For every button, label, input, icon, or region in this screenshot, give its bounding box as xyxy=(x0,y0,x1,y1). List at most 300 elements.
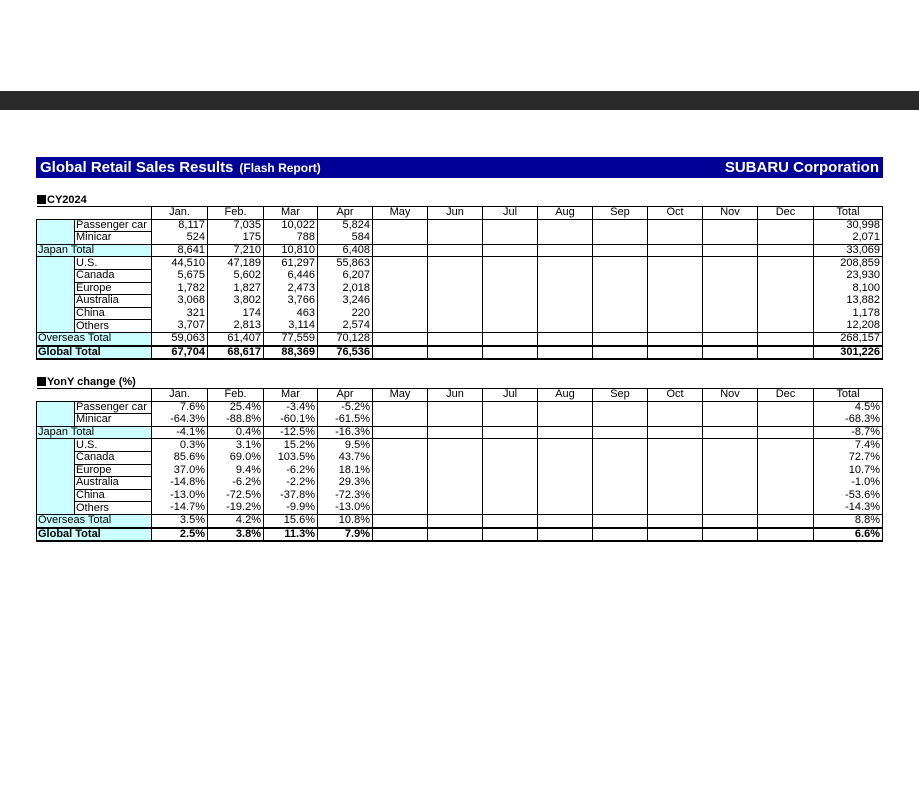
table-cell: 3,246 xyxy=(318,295,373,308)
table-cell xyxy=(703,282,758,295)
table-cell xyxy=(703,295,758,308)
table-cell xyxy=(538,414,593,427)
table-cell xyxy=(648,426,703,439)
table-cell: 8,117 xyxy=(152,219,208,232)
table-cell: 2,473 xyxy=(264,282,318,295)
table-cell xyxy=(758,401,814,414)
table-cell xyxy=(758,477,814,490)
table-cell xyxy=(758,269,814,282)
table-cell: 301,226 xyxy=(814,346,883,360)
column-header: Dec xyxy=(758,389,814,402)
table-cell xyxy=(428,451,483,464)
table-cell: 3,766 xyxy=(264,295,318,308)
table-cell xyxy=(373,528,428,542)
table-cell xyxy=(648,307,703,320)
sales-table xyxy=(36,206,883,360)
row-label: Canada xyxy=(75,269,152,282)
table-cell xyxy=(648,346,703,360)
column-header: Feb. xyxy=(208,389,264,402)
table-cell xyxy=(703,244,758,257)
table-cell: -1.0% xyxy=(814,477,883,490)
table-cell xyxy=(648,502,703,515)
column-header: Mar xyxy=(264,389,318,402)
table-cell xyxy=(703,269,758,282)
table-cell xyxy=(648,269,703,282)
table-row xyxy=(37,332,883,345)
table-cell xyxy=(648,528,703,542)
table-cell xyxy=(483,477,538,490)
table-cell: -5.2% xyxy=(318,401,373,414)
table-cell xyxy=(538,219,593,232)
table-cell xyxy=(648,439,703,452)
table-cell: 44,510 xyxy=(152,257,208,270)
table-cell xyxy=(538,346,593,360)
table-cell xyxy=(483,320,538,333)
table-cell: -2.2% xyxy=(264,477,318,490)
table-cell xyxy=(593,307,648,320)
top-dark-bar xyxy=(0,91,919,110)
table-cell xyxy=(758,528,814,542)
table-cell xyxy=(428,346,483,360)
row-label: Japan Total xyxy=(37,244,152,257)
table-cell: 174 xyxy=(208,307,264,320)
column-header: Mar xyxy=(264,207,318,220)
table-cell xyxy=(703,257,758,270)
table-cell: 7.4% xyxy=(814,439,883,452)
table-cell xyxy=(538,401,593,414)
table-cell xyxy=(593,514,648,527)
table-cell: 788 xyxy=(264,232,318,245)
row-label: Others xyxy=(75,502,152,515)
table-cell xyxy=(483,528,538,542)
table-cell xyxy=(648,464,703,477)
table-cell: 175 xyxy=(208,232,264,245)
table-cell xyxy=(373,514,428,527)
table-cell xyxy=(758,282,814,295)
company-name: SUBARU Corporation xyxy=(724,159,879,176)
table-row xyxy=(37,502,883,515)
table-row xyxy=(37,244,883,257)
table-cell: -72.3% xyxy=(318,489,373,502)
table-cell xyxy=(428,489,483,502)
table-cell xyxy=(428,332,483,345)
table-cell: 9.4% xyxy=(208,464,264,477)
table-cell: 37.0% xyxy=(152,464,208,477)
table-cell xyxy=(483,269,538,282)
table-cell xyxy=(703,346,758,360)
table-cell xyxy=(538,502,593,515)
report-banner xyxy=(36,157,883,178)
table-cell: 33,069 xyxy=(814,244,883,257)
table-cell xyxy=(593,219,648,232)
report-title-text: Global Retail Sales Results xyxy=(40,159,234,176)
table-cell: 220 xyxy=(318,307,373,320)
table-cell xyxy=(758,244,814,257)
table-cell xyxy=(593,451,648,464)
table-cell xyxy=(758,257,814,270)
yoy-section-title xyxy=(37,376,136,388)
header-row xyxy=(37,207,883,220)
table-cell: -13.0% xyxy=(318,502,373,515)
table-cell: 85.6% xyxy=(152,451,208,464)
table-cell: 3.8% xyxy=(208,528,264,542)
table-cell: 13,882 xyxy=(814,295,883,308)
table-cell xyxy=(593,346,648,360)
table-row xyxy=(37,257,883,270)
table-cell: -3.4% xyxy=(264,401,318,414)
table-cell xyxy=(538,332,593,345)
table-cell xyxy=(483,307,538,320)
table-cell xyxy=(593,477,648,490)
table-cell: 76,536 xyxy=(318,346,373,360)
table-cell xyxy=(483,332,538,345)
table-cell xyxy=(648,332,703,345)
header-corner xyxy=(37,389,152,402)
table-cell xyxy=(538,426,593,439)
table-cell xyxy=(703,502,758,515)
table-cell xyxy=(703,332,758,345)
table-cell xyxy=(593,464,648,477)
column-header: Oct xyxy=(648,207,703,220)
table-cell xyxy=(703,219,758,232)
table-cell xyxy=(593,489,648,502)
table-cell: 2,018 xyxy=(318,282,373,295)
table-cell xyxy=(703,307,758,320)
sales-section-title-text: CY2024 xyxy=(47,194,87,206)
table-cell: 3,802 xyxy=(208,295,264,308)
table-row xyxy=(37,219,883,232)
table-cell: 77,559 xyxy=(264,332,318,345)
table-cell: 8.8% xyxy=(814,514,883,527)
header-row xyxy=(37,389,883,402)
table-cell: 6,207 xyxy=(318,269,373,282)
table-cell xyxy=(483,489,538,502)
table-cell xyxy=(758,489,814,502)
table-cell xyxy=(373,219,428,232)
table-cell xyxy=(703,528,758,542)
table-cell xyxy=(538,307,593,320)
column-header: Feb. xyxy=(208,207,264,220)
table-cell xyxy=(483,439,538,452)
table-cell xyxy=(373,401,428,414)
yoy-section-title-text: YonY change (%) xyxy=(47,376,136,388)
table-cell: 2.5% xyxy=(152,528,208,542)
table-cell: 3,707 xyxy=(152,320,208,333)
table-cell xyxy=(428,464,483,477)
table-cell: 103.5% xyxy=(264,451,318,464)
table-cell xyxy=(373,451,428,464)
table-cell xyxy=(483,514,538,527)
row-label: Global Total xyxy=(37,346,152,360)
table-cell: 4.2% xyxy=(208,514,264,527)
row-label: Canada xyxy=(75,451,152,464)
table-cell xyxy=(373,332,428,345)
table-cell: -14.3% xyxy=(814,502,883,515)
table-cell: 67,704 xyxy=(152,346,208,360)
table-cell xyxy=(648,489,703,502)
table-cell xyxy=(703,464,758,477)
table-cell: 88,369 xyxy=(264,346,318,360)
table-cell xyxy=(373,295,428,308)
row-label: Overseas Total xyxy=(37,514,152,527)
table-cell: 2,071 xyxy=(814,232,883,245)
table-cell xyxy=(758,346,814,360)
table-cell xyxy=(373,320,428,333)
table-cell: -61.5% xyxy=(318,414,373,427)
table-cell: 1,827 xyxy=(208,282,264,295)
table-cell xyxy=(483,426,538,439)
table-cell: 524 xyxy=(152,232,208,245)
table-cell: 268,157 xyxy=(814,332,883,345)
table-cell: 1,782 xyxy=(152,282,208,295)
table-cell xyxy=(703,320,758,333)
table-cell: 18.1% xyxy=(318,464,373,477)
table-cell xyxy=(428,244,483,257)
table-cell xyxy=(538,269,593,282)
table-cell: 43.7% xyxy=(318,451,373,464)
table-cell: -37.8% xyxy=(264,489,318,502)
table-cell: 6,408 xyxy=(318,244,373,257)
table-cell: 12,208 xyxy=(814,320,883,333)
table-cell xyxy=(538,477,593,490)
table-cell xyxy=(538,489,593,502)
square-bullet-icon xyxy=(37,377,46,386)
table-cell xyxy=(373,502,428,515)
table-cell: -6.2% xyxy=(264,464,318,477)
column-header: Aug xyxy=(538,207,593,220)
table-cell: 7,035 xyxy=(208,219,264,232)
row-label: China xyxy=(75,489,152,502)
sales-section-title xyxy=(37,194,87,206)
table-row xyxy=(37,295,883,308)
table-cell xyxy=(373,244,428,257)
table-cell xyxy=(648,257,703,270)
table-row xyxy=(37,477,883,490)
table-cell: 10,022 xyxy=(264,219,318,232)
table-cell xyxy=(593,269,648,282)
table-cell: 4.5% xyxy=(814,401,883,414)
table-cell: 29.3% xyxy=(318,477,373,490)
table-cell: -9.9% xyxy=(264,502,318,515)
table-cell: 321 xyxy=(152,307,208,320)
table-cell: 2,813 xyxy=(208,320,264,333)
table-cell: -8.7% xyxy=(814,426,883,439)
table-cell: 0.3% xyxy=(152,439,208,452)
table-cell xyxy=(703,451,758,464)
table-cell: 15.6% xyxy=(264,514,318,527)
table-cell: -14.8% xyxy=(152,477,208,490)
table-cell xyxy=(648,232,703,245)
table-cell xyxy=(428,502,483,515)
table-cell xyxy=(538,244,593,257)
table-cell xyxy=(758,219,814,232)
table-cell xyxy=(593,320,648,333)
table-cell xyxy=(373,282,428,295)
column-header: Jan. xyxy=(152,389,208,402)
column-header: Jul xyxy=(483,389,538,402)
table-cell: 10,810 xyxy=(264,244,318,257)
table-cell xyxy=(648,514,703,527)
column-header: Sep xyxy=(593,207,648,220)
table-cell xyxy=(373,489,428,502)
table-cell xyxy=(428,257,483,270)
table-cell xyxy=(428,219,483,232)
table-cell: 3.5% xyxy=(152,514,208,527)
table-cell: 7,210 xyxy=(208,244,264,257)
row-label: Australia xyxy=(75,295,152,308)
table-cell: 584 xyxy=(318,232,373,245)
row-label: Europe xyxy=(75,282,152,295)
table-cell xyxy=(758,232,814,245)
table-cell xyxy=(428,401,483,414)
table-cell xyxy=(648,477,703,490)
table-cell xyxy=(648,320,703,333)
table-cell: 6,446 xyxy=(264,269,318,282)
table-cell: 69.0% xyxy=(208,451,264,464)
table-cell: 30,998 xyxy=(814,219,883,232)
table-cell xyxy=(428,439,483,452)
column-header: Sep xyxy=(593,389,648,402)
table-cell xyxy=(758,414,814,427)
table-cell: 25.4% xyxy=(208,401,264,414)
row-label: Others xyxy=(75,320,152,333)
table-cell xyxy=(538,451,593,464)
table-cell: -53.6% xyxy=(814,489,883,502)
table-cell xyxy=(593,414,648,427)
table-cell: 8,641 xyxy=(152,244,208,257)
table-cell: 72.7% xyxy=(814,451,883,464)
table-cell xyxy=(758,320,814,333)
table-cell xyxy=(593,232,648,245)
table-cell: 47,189 xyxy=(208,257,264,270)
table-cell: 3,114 xyxy=(264,320,318,333)
table-cell: 463 xyxy=(264,307,318,320)
column-header: Jan. xyxy=(152,207,208,220)
table-cell: 68,617 xyxy=(208,346,264,360)
table-cell: -13.0% xyxy=(152,489,208,502)
table-row xyxy=(37,439,883,452)
table-cell xyxy=(483,257,538,270)
table-cell: -12.5% xyxy=(264,426,318,439)
region-group-shade xyxy=(37,219,75,244)
table-cell: -6.2% xyxy=(208,477,264,490)
table-row xyxy=(37,528,883,542)
row-label: Overseas Total xyxy=(37,332,152,345)
table-cell xyxy=(703,489,758,502)
row-label: Japan Total xyxy=(37,426,152,439)
table-cell xyxy=(593,439,648,452)
table-cell xyxy=(703,414,758,427)
table-cell: 7.6% xyxy=(152,401,208,414)
table-cell xyxy=(428,477,483,490)
table-cell xyxy=(373,414,428,427)
table-cell xyxy=(373,232,428,245)
table-cell: 2,574 xyxy=(318,320,373,333)
table-row xyxy=(37,451,883,464)
table-cell xyxy=(428,426,483,439)
table-cell xyxy=(428,269,483,282)
table-cell xyxy=(483,451,538,464)
report-subtitle: (Flash Report) xyxy=(239,161,321,175)
table-cell: 11.3% xyxy=(264,528,318,542)
table-row xyxy=(37,426,883,439)
table-row xyxy=(37,414,883,427)
table-cell xyxy=(483,295,538,308)
table-cell xyxy=(373,269,428,282)
row-label: Minicar xyxy=(75,232,152,245)
table-cell xyxy=(593,528,648,542)
table-cell xyxy=(593,244,648,257)
region-group-shade xyxy=(37,257,75,333)
table-cell xyxy=(648,451,703,464)
table-cell: 61,407 xyxy=(208,332,264,345)
table-cell xyxy=(538,257,593,270)
table-cell: 8,100 xyxy=(814,282,883,295)
column-header: Apr xyxy=(318,389,373,402)
table-cell: 70,128 xyxy=(318,332,373,345)
table-cell xyxy=(373,257,428,270)
table-cell xyxy=(428,528,483,542)
table-cell xyxy=(648,414,703,427)
table-cell: 59,063 xyxy=(152,332,208,345)
table-cell: -19.2% xyxy=(208,502,264,515)
table-cell xyxy=(538,232,593,245)
table-cell: -4.1% xyxy=(152,426,208,439)
table-cell: 1,178 xyxy=(814,307,883,320)
table-cell xyxy=(483,464,538,477)
row-label: U.S. xyxy=(75,257,152,270)
table-cell xyxy=(758,307,814,320)
table-row xyxy=(37,401,883,414)
table-cell xyxy=(373,346,428,360)
region-group-shade xyxy=(37,439,75,515)
row-label: Minicar xyxy=(75,414,152,427)
table-cell xyxy=(538,295,593,308)
table-cell xyxy=(703,232,758,245)
column-header: Dec xyxy=(758,207,814,220)
table-cell xyxy=(593,426,648,439)
table-cell xyxy=(428,295,483,308)
table-cell xyxy=(483,502,538,515)
table-cell: -16.3% xyxy=(318,426,373,439)
table-row xyxy=(37,307,883,320)
table-cell xyxy=(538,320,593,333)
table-cell: -14.7% xyxy=(152,502,208,515)
table-cell xyxy=(373,477,428,490)
table-cell: -72.5% xyxy=(208,489,264,502)
table-cell: 10.8% xyxy=(318,514,373,527)
table-cell xyxy=(648,295,703,308)
column-header: May xyxy=(373,207,428,220)
row-label: Global Total xyxy=(37,528,152,542)
table-cell xyxy=(758,451,814,464)
table-cell xyxy=(373,464,428,477)
table-cell xyxy=(758,332,814,345)
table-row xyxy=(37,320,883,333)
table-cell: 9.5% xyxy=(318,439,373,452)
column-header: Jun xyxy=(428,389,483,402)
table-cell xyxy=(428,307,483,320)
report-title xyxy=(40,159,321,176)
table-row xyxy=(37,269,883,282)
table-row xyxy=(37,346,883,360)
table-cell: -64.3% xyxy=(152,414,208,427)
table-cell xyxy=(428,320,483,333)
table-cell xyxy=(428,514,483,527)
table-cell xyxy=(648,244,703,257)
table-cell xyxy=(758,295,814,308)
row-label: Passenger car xyxy=(75,219,152,232)
